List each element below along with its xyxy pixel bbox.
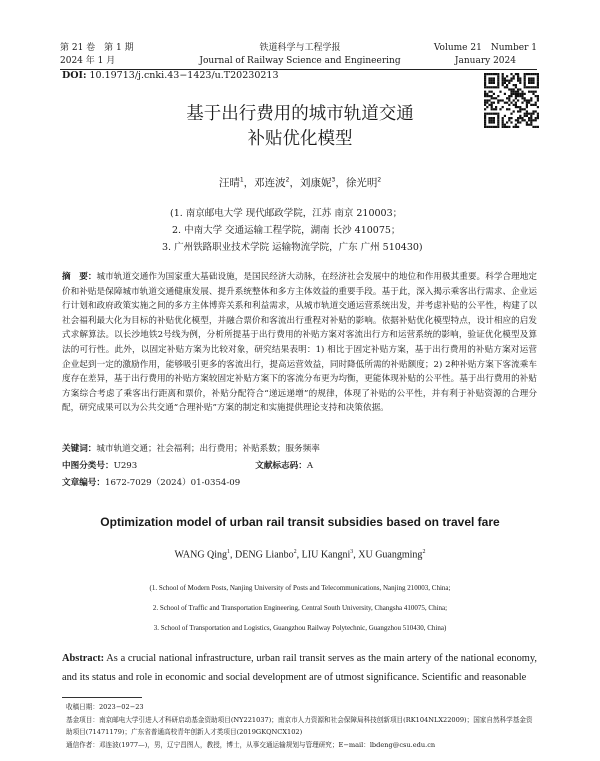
zh-author-name: 刘康妮: [300, 177, 332, 189]
affiliation-en-3: 3. School of Transportation and Logistics, Guangzhou Railway Polytechnic, Guangzhou 510430, China): [153, 624, 447, 632]
en-author-affil-mark: 3: [350, 549, 354, 555]
affiliation-zh-3: 3. 广州铁路职业技术学院 运输物流学院，广东 广州 510430): [162, 242, 423, 253]
affiliation-en-1: (1. School of Modern Posts, Nanjing University of Posts and Telecommunications, Nanjing 210003, China;: [149, 584, 451, 592]
article-number-label: 文章编号：: [62, 478, 105, 488]
zh-author-affil-mark: 2: [377, 176, 382, 184]
en-author-name: XU Guangming: [358, 549, 423, 561]
footnote-received: [66, 701, 537, 714]
doi-value: 10.19713/j.cnki.43−1423/u.T20230213: [86, 70, 279, 81]
journal-volume-en: [434, 42, 537, 68]
journal-name-en: Journal of Railway Science and Engineering: [199, 56, 401, 66]
paper-title-en: Optimization model of urban rail transit subsidies based on travel fare: [100, 515, 500, 529]
zh-author-separator: ，: [243, 177, 255, 189]
classification-line: [62, 459, 313, 471]
zh-author-separator: ，: [289, 177, 300, 189]
footnote-received-text: 2023−02−23: [98, 703, 144, 711]
date-en: January 2024: [454, 56, 516, 66]
footnote-corresponding-label: 通信作者：: [66, 740, 99, 749]
zh-author-affil-mark: 3: [331, 176, 336, 184]
authors-zh: [100, 175, 500, 190]
zh-author-name: 徐光明: [345, 177, 378, 189]
abstract-en: [62, 649, 537, 687]
zh-author-name: 邓连波: [254, 177, 286, 189]
footnote-funding: [66, 714, 537, 739]
journal-volume-zh: [60, 42, 134, 68]
affiliation-zh-1: (1. 南京邮电大学 现代邮政学院，江苏 南京 210003；: [170, 208, 403, 219]
en-author-separator: ,: [296, 549, 302, 561]
affiliation-en-2: 2. School of Traffic and Transportation Engineering, Central South University, Changsha 410075, China;: [152, 604, 448, 612]
abstract-en-label: Abstract:: [62, 653, 105, 664]
authors-en: [60, 549, 540, 560]
affiliations-zh: [162, 205, 423, 256]
keywords-zh-text: 城市轨道交通；社会福利；出行费用；补贴系数；服务频率: [96, 444, 320, 454]
paper-title-zh: [100, 102, 500, 152]
zh-author-affil-mark: 1: [239, 176, 244, 184]
journal-name: [180, 42, 420, 68]
footnote-funding-label: 基金项目：: [66, 715, 99, 724]
footnote-corresponding-text: 邓连波(1977—)，男，辽宁昌图人，教授，博士，从事交通运输规划与管理研究；E−mail：lbdeng@csu.edu.cn: [98, 740, 436, 749]
zh-author-affil-mark: 2: [285, 176, 290, 184]
footnote-funding-text: 南京邮电大学引进人才科研启动基金资助项目(NY221037)；南京市人力资源和社会保障局科技创新项目(RK104NLX22009)；国家自然科学基金资助项目(71471179)；广东省普通高校青年创新人才类项目(2019GKQNCX102): [66, 715, 533, 736]
journal-name-zh: 铁道科学与工程学报: [259, 43, 341, 53]
en-author-name: WANG Qing: [174, 549, 228, 561]
doi-label: DOI:: [62, 70, 87, 81]
clc-value: U293: [113, 461, 138, 471]
volume-issue-zh: 第 21 卷 第 1 期: [60, 43, 134, 53]
footnote-corresponding: [66, 739, 537, 752]
title-zh-line-2: 补贴优化模型: [247, 129, 353, 149]
en-author-affil-mark: 2: [293, 549, 297, 555]
en-author-affil-mark: 2: [422, 549, 426, 555]
date-zh: 2024 年 1 月: [60, 56, 116, 66]
keywords-zh-label: 关键词：: [62, 444, 97, 454]
affiliation-zh-2: 2. 中南大学 交通运输工程学院，湖南 长沙 410075；: [172, 225, 401, 236]
title-zh-line-1: 基于出行费用的城市轨道交通: [186, 104, 414, 124]
doc-code-label: 文献标志码：: [255, 461, 307, 471]
zh-author-name: 汪晴: [218, 177, 240, 189]
volume-issue-en: Volume 21 Number 1: [433, 43, 537, 53]
en-author-separator: ,: [230, 549, 236, 561]
affiliations-en: [60, 578, 540, 638]
article-number-value: 1672-7029（2024）01-0354-09: [104, 478, 241, 488]
clc-label: 中图分类号：: [62, 461, 114, 471]
footnote-rule: [62, 697, 142, 698]
doi: [62, 70, 279, 81]
keywords-zh: [62, 442, 537, 454]
en-author-separator: ,: [353, 549, 359, 561]
en-author-name: LIU Kangni: [301, 549, 351, 561]
article-number: [62, 476, 240, 488]
en-author-name: DENG Lianbo: [235, 549, 294, 561]
doc-code-value: A: [306, 461, 314, 471]
footnotes: [66, 701, 537, 751]
abstract-zh: [62, 270, 537, 416]
zh-author-separator: ，: [335, 177, 346, 189]
abstract-en-text: As a crucial national infrastructure, urban rail transit serves as the main artery of the national economy, and its status and role in economic and social development are of utmost significance. Scientific and reasonable: [62, 653, 537, 683]
abstract-zh-text: 城市轨道交通作为国家重大基础设施，是国民经济大动脉，在经济社会发展中的地位和作用极其重要。科学合理地定价和补贴是保障城市轨道交通健康发展、提升系统整体和多方主体效益的重要手段。基于此，深入揭示乘客出行需求、企业运行计划和政府政策实施之间的多方主体博弈关系和利益需求，从城市轨道交通运营系统出发，并考虑补贴的公平性，构建了以社会福利最大化为目标的补贴优化模型，并融合票价和客流出行重程对补贴的影响。依据补贴优化模型特点，设计相应的启发式求解算法。以长沙地铁2号线为例，分析所提基于出行费用的补贴方案对客流出行方和运营系统的影响，验证优化模型及算法的可行性。此外，以固定补贴方案为比较对象，研究结果表明：1) 相比于固定补贴方案，基于出行费用的补贴方案对运营企业起到一定的激励作用，能够吸引更多的客流出行，提高运营效益，同时降低所需的补贴额度；2) 2种补贴方案下客流乘车度存在差异，基于出行费用的补贴方案较固定补贴方案下的客流分布更为均衡，更能体现补贴的公平性。基于出行费用的补贴方案综合考虑了乘客出行距离和票价，补贴分配符合“递远递增”的规律，体现了补贴的公平性，并有利于补贴资源的合理分配，研究成果可以为公共交通“合理补贴”方案的制定和实施提供理论支持和决策依据。: [62, 272, 537, 414]
abstract-zh-label: 摘 要：: [62, 272, 97, 282]
en-author-affil-mark: 1: [227, 549, 231, 555]
footnote-received-label: 收稿日期：: [66, 703, 99, 711]
